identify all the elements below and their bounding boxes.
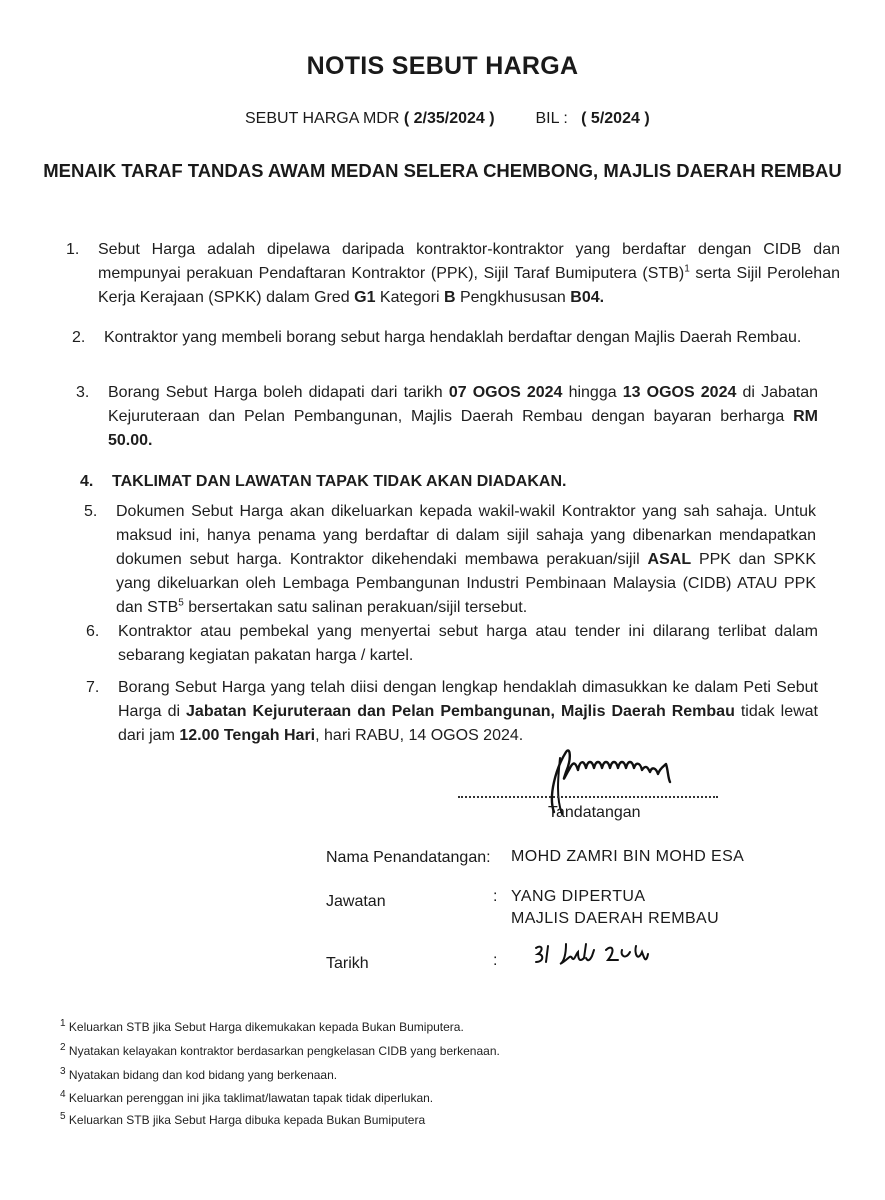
footnote-text: Keluarkan perenggan ini jika taklimat/lawatan tapak tidak diperlukan.: [68, 1091, 434, 1105]
footnote-ref: 1: [684, 263, 690, 275]
item-number: 6.: [86, 623, 100, 640]
item-number: 1.: [66, 241, 80, 258]
signatory-name: MOHD ZAMRI BIN MOHD ESA: [511, 848, 745, 865]
asal-emphasis: ASAL: [647, 551, 692, 568]
footnote-mark: 3: [60, 1066, 66, 1077]
jawatan-colon: :: [493, 888, 498, 905]
item-text: di Jabatan Kejuruteraan dan Pelan Pembangunan, Majlis Daerah Rembau dengan bayaran berharga: [108, 384, 818, 425]
item-text: Sebut Harga adalah dipelawa daripada kontraktor-kontraktor yang berdaftar dengan CIDB dan mempunyai perakuan Pendaftaran Kontraktor (PPK), Sijil Taraf Bumiputera (STB): [98, 241, 840, 282]
list-item-6: [86, 620, 818, 668]
date-to: 13 OGOS 2024: [622, 384, 737, 401]
footnote-mark: 4: [60, 1089, 66, 1100]
bil-number: ( 5/2024 ): [581, 110, 650, 127]
footnote-ref: 5: [178, 597, 184, 609]
item-text: Borang Sebut Harga yang telah diisi dengan lengkap hendaklah dimasukkan ke dalam Peti Sebut Harga di: [118, 679, 818, 720]
signature-label: Tandatangan: [548, 804, 641, 821]
jawatan-line-1: YANG DIPERTUA: [511, 888, 646, 905]
jawatan-value: [511, 886, 719, 930]
gred-value: G1: [354, 289, 376, 306]
item-text: tidak lewat dari jam: [118, 703, 818, 744]
footnote-1: [60, 1020, 464, 1034]
footnote-text: Nyatakan bidang dan kod bidang yang berkenaan.: [68, 1068, 338, 1082]
name-label: Nama Penandatangan:: [326, 849, 491, 866]
list-item-2: [72, 326, 826, 350]
time-value: 12.00 Tengah Hari: [179, 727, 316, 744]
kategori-value: B: [443, 289, 456, 306]
sebut-harga-label: SEBUT HARGA MDR: [245, 110, 400, 127]
item-number: 2.: [72, 329, 86, 346]
list-item-5: [84, 500, 817, 620]
item-text: Kategori: [375, 289, 444, 306]
sebut-harga-number: ( 2/35/2024 ): [403, 110, 495, 127]
tarikh-colon: :: [493, 952, 498, 969]
signature-line: [458, 796, 718, 798]
tarikh-label: Tarikh: [326, 955, 369, 972]
footnote-4: [60, 1091, 433, 1105]
jawatan-line-2: MAJLIS DAERAH REMBAU: [511, 910, 720, 927]
footnote-5: [60, 1113, 425, 1127]
footnote-2: [60, 1044, 500, 1058]
bil-label: BIL :: [535, 110, 568, 127]
date-from: 07 OGOS 2024: [448, 384, 563, 401]
subject-heading: MENAIK TARAF TANDAS AWAM MEDAN SELERA CHEMBONG, MAJLIS DAERAH REMBAU: [43, 160, 842, 181]
item-number: 4.: [80, 473, 94, 490]
page-title: NOTIS SEBUT HARGA: [306, 52, 579, 80]
item-text: , hari RABU, 14 OGOS 2024.: [315, 727, 524, 744]
list-item-4: [80, 470, 812, 494]
item-text: Dokumen Sebut Harga akan dikeluarkan kepada wakil-wakil Kontraktor yang sah sahaja. Untuk maksud ini, hanya penama yang berdaftar di dalam sijil sahaja yang dibenarkan mendapatkan dokumen sebut harga. Kontraktor dikehendaki membawa perakuan/sijil: [116, 503, 816, 568]
price-value: RM 50.00.: [108, 408, 818, 449]
item-number: 3.: [76, 384, 90, 401]
list-item-3: [76, 381, 818, 453]
footnote-text: Keluarkan STB jika Sebut Harga dikemukakan kepada Bukan Bumiputera.: [68, 1020, 464, 1034]
item-text: hingga: [562, 384, 623, 401]
list-item-7: [86, 676, 818, 748]
jawatan-label: Jawatan: [326, 893, 386, 910]
footnote-3: [60, 1068, 337, 1082]
item-text: PPK dan SPKK yang dikeluarkan oleh Lembaga Pembangunan Industri Pembinaan Malaysia (CIDB) ATAU PPK dan STB: [116, 551, 817, 616]
item-text: Kontraktor yang membeli borang sebut harga hendaklah berdaftar dengan Majlis Daerah Rembau.: [104, 329, 802, 346]
footnote-mark: 5: [60, 1111, 66, 1122]
item-text: Kontraktor atau pembekal yang menyertai sebut harga atau tender ini dilarang terlibat dalam sebarang kegiatan pakatan harga / kartel.: [118, 623, 818, 664]
item-number: 5.: [84, 503, 98, 520]
footnote-text: Keluarkan STB jika Sebut Harga dibuka kepada Bukan Bumiputera: [68, 1113, 426, 1127]
pengkhususan-value: B04.: [570, 289, 605, 306]
item-text: TAKLIMAT DAN LAWATAN TAPAK TIDAK AKAN DIADAKAN.: [112, 473, 567, 490]
item-text: serta Sijil Perolehan Kerja Kerajaan (SPKK) dalam Gred: [98, 265, 841, 306]
footnote-text: Nyatakan kelayakan kontraktor berdasarkan pengkelasan CIDB yang berkenaan.: [68, 1044, 500, 1058]
item-text: bersertakan satu salinan perakuan/sijil tersebut.: [183, 599, 528, 616]
reference-line: [245, 110, 650, 128]
item-text: Borang Sebut Harga boleh didapati dari tarikh: [108, 384, 449, 401]
list-item-1: [66, 238, 841, 310]
item-text: Pengkhususan: [455, 289, 571, 306]
item-number: 7.: [86, 679, 100, 696]
footnote-mark: 1: [60, 1018, 66, 1029]
footnote-mark: 2: [60, 1042, 66, 1053]
handwritten-date: [530, 940, 660, 974]
location-value: Jabatan Kejuruteraan dan Pelan Pembangunan, Majlis Daerah Rembau: [186, 703, 735, 720]
